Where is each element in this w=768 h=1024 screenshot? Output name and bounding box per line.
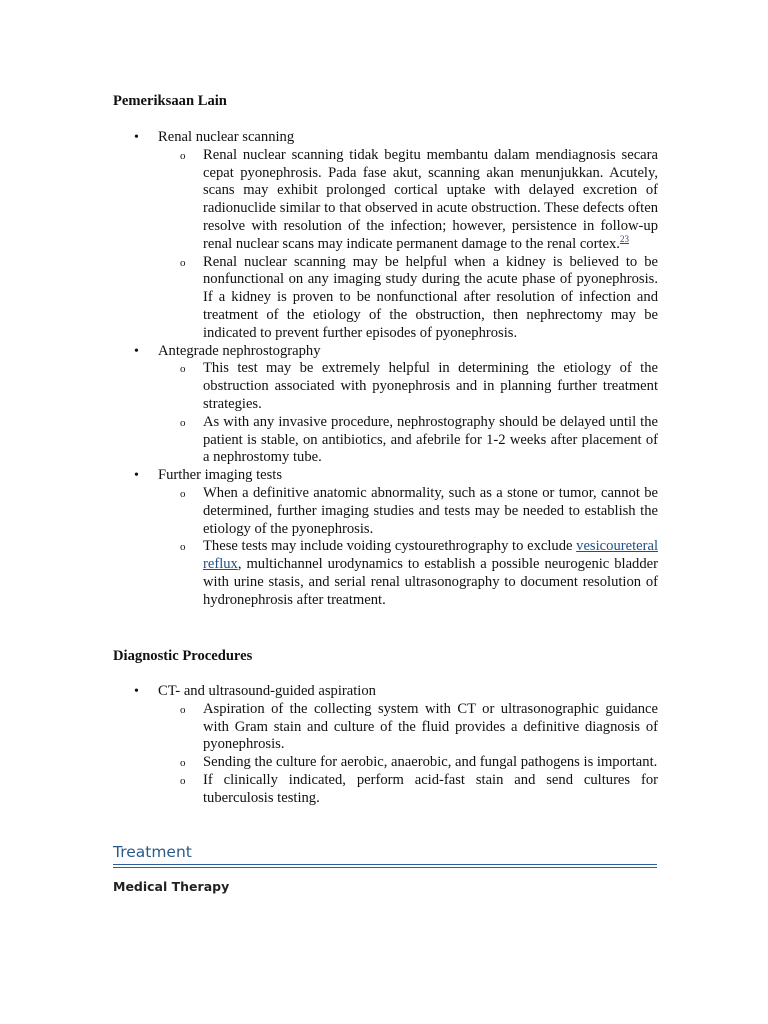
sub-item xyxy=(158,538,658,609)
sub-item-text: If clinically indicated, perform acid-fast stain and send cultures for tuberculosis testing. xyxy=(203,771,658,806)
vesicoureteral-reflux-link[interactable]: vesicoureteral reflux xyxy=(203,538,658,573)
circle-bullet-icon: o xyxy=(180,703,186,716)
sub-list xyxy=(158,147,658,343)
sub-item xyxy=(158,414,658,467)
bullet-item-further-imaging xyxy=(113,467,658,609)
sub-item-text-post: , multichannel urodynamics to establish a possible neurogenic bladder with urine stasis, and serial renal ultrasonography to document resolution of hydronephrosis after treatment. xyxy=(203,556,658,608)
circle-bullet-icon: o xyxy=(180,541,186,554)
circle-bullet-icon: o xyxy=(180,256,186,269)
circle-bullet-icon: o xyxy=(180,487,186,500)
bullet-dot-icon: • xyxy=(134,130,139,145)
sub-item-text-pre: These tests may include voiding cystourethrography to exclude xyxy=(203,538,577,555)
bullet-label: CT- and ultrasound-guided aspiration xyxy=(158,683,376,699)
bullet-item-renal-nuclear xyxy=(113,129,658,343)
treatment-heading: Treatment xyxy=(113,843,192,861)
sub-item xyxy=(158,147,658,254)
sub-item xyxy=(158,485,658,538)
sub-item-text: This test may be extremely helpful in determining the etiology of the obstruction associated with pyonephrosis and in planning further treatment strategies. xyxy=(203,360,658,412)
circle-bullet-icon: o xyxy=(180,363,186,376)
bullet-item-antegrade xyxy=(113,343,658,468)
sub-item xyxy=(158,360,658,413)
sub-item xyxy=(158,701,658,754)
bullet-dot-icon: • xyxy=(134,468,139,484)
bullet-label: Further imaging tests xyxy=(158,467,283,484)
sub-item xyxy=(158,254,658,343)
sub-item-text: When a definitive anatomic abnormality, such as a stone or tumor, cannot be determined, further imaging studies and tests may be needed to establish the etiology of the pyonephrosis. xyxy=(203,484,658,537)
heading-divider xyxy=(113,864,657,865)
sub-list xyxy=(158,701,658,808)
circle-bullet-icon: o xyxy=(180,416,186,429)
bullet-list-pemeriksaan xyxy=(113,129,658,610)
section-heading-pemeriksaan-lain: Pemeriksaan Lain xyxy=(113,93,227,109)
sub-list xyxy=(158,360,658,467)
section-heading-diagnostic-procedures: Diagnostic Procedures xyxy=(113,648,253,664)
heading-divider xyxy=(113,867,657,868)
bullet-label: Antegrade nephrostography xyxy=(158,342,321,359)
bullet-label: Renal nuclear scanning xyxy=(158,129,295,145)
sub-item xyxy=(158,772,658,808)
sub-list xyxy=(158,485,658,610)
sub-item xyxy=(158,754,658,772)
bullet-dot-icon: • xyxy=(134,343,139,359)
sub-item-text: Renal nuclear scanning may be helpful when a kidney is believed to be nonfunctional on any imaging study during the acute phase of pyonephrosis. If a kidney is proven to be nonfunctional after resolution of infection and treatment of the etiology of the obstruction, then nephrectomy may be indicated to prevent further episodes of pyonephrosis. xyxy=(203,253,658,341)
circle-bullet-icon: o xyxy=(180,757,186,770)
sub-item-text: Aspiration of the collecting system with CT or ultrasonographic guidance with Gram stain and culture of the fluid provides a definitive diagnosis of pyonephrosis. xyxy=(203,700,658,753)
bullet-item-ct-aspiration xyxy=(113,683,658,808)
sub-item-text: Renal nuclear scanning tidak begitu membantu dalam mendiagnosis secara cepat pyonephrosis. Pada fase akut, scanning akan menunjukkan. Acutely, scans may exhibit prolonged cortical uptake with delayed excretion of radionuclide similar to that observed in acute obstruction. These defects often resolve with resolution of the infection; however, persistence in follow-up renal nuclear scans may indicate permanent damage to the renal cortex. xyxy=(203,146,658,252)
reference-link-23[interactable]: 23 xyxy=(619,233,629,244)
sub-item-text: Sending the culture for aerobic, anaerobic, and fungal pathogens is important. xyxy=(203,754,658,771)
bullet-list-diagnostic xyxy=(113,683,658,808)
circle-bullet-icon: o xyxy=(180,149,186,162)
medical-therapy-heading: Medical Therapy xyxy=(113,879,230,894)
bullet-dot-icon: • xyxy=(134,684,139,699)
sub-item-text: As with any invasive procedure, nephrostography should be delayed until the patient is stable, on antibiotics, and afebrile for 1-2 weeks after placement of a nephrostomy tube. xyxy=(203,413,658,466)
circle-bullet-icon: o xyxy=(180,774,186,787)
